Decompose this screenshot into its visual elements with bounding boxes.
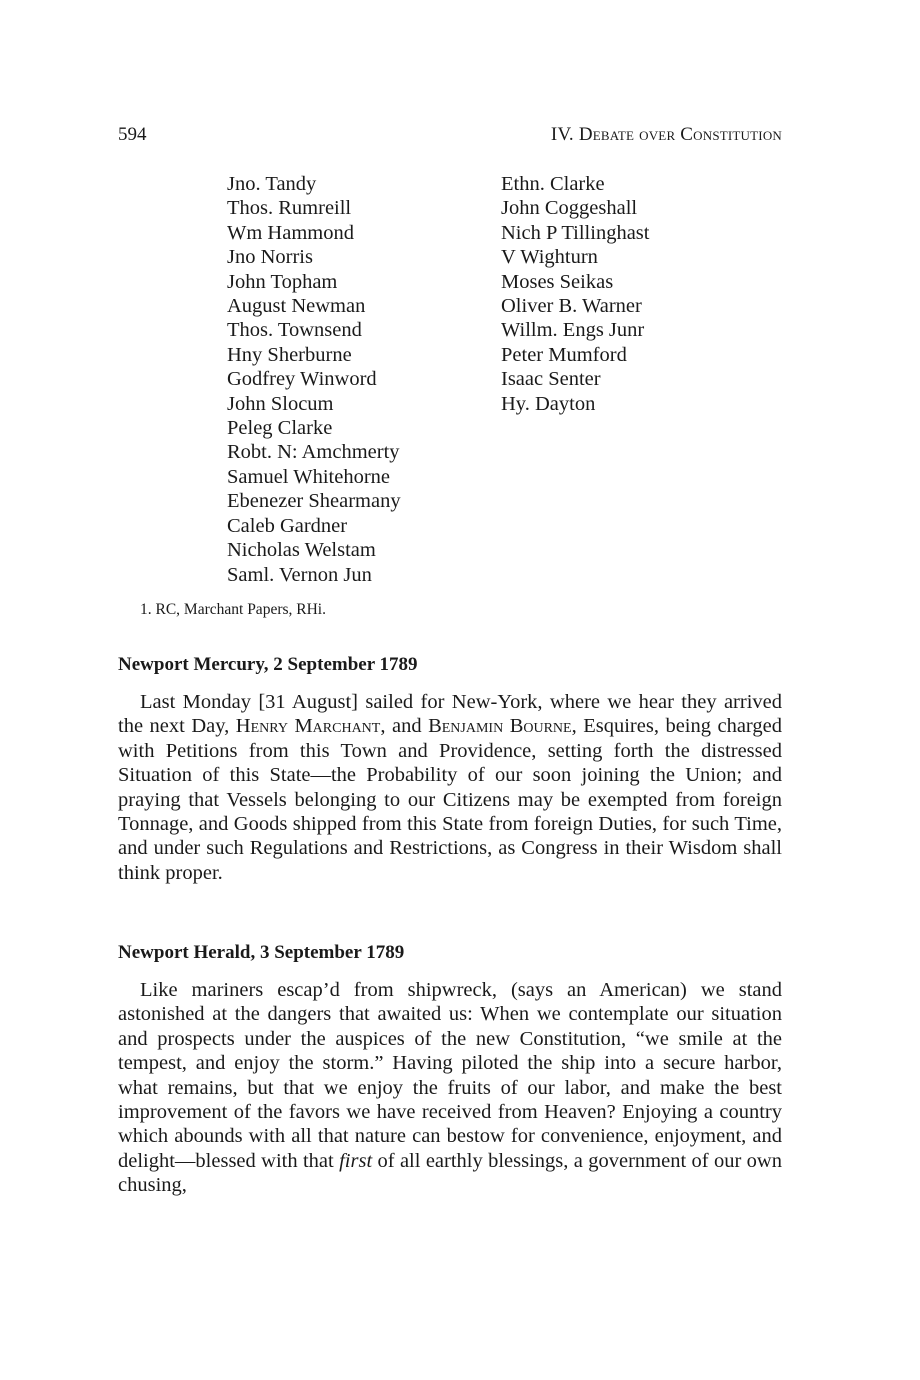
signatory-name: Isaac Senter <box>501 368 601 391</box>
article-text: Like mariners escap’d from shipwreck, (says an American) we stand astonished at the dangers that awaited us: When we contemplate our situation and prospects under the auspices of the new Constitution, “we smile at the tempest, and enjoy the storm.” Having piloted the ship into a secure harbor, what remains, but that we enjoy the fruits of our labor, and make the best improvement of the favors we have received from Heaven? Enjoying a country which abounds with all that nature can bestow for convenience, enjoyment, and delight—blessed with that <box>118 979 782 1172</box>
signatory-name: Caleb Gardner <box>227 514 348 537</box>
signatory-name: Jno. Tandy <box>227 173 317 195</box>
running-head <box>118 124 782 150</box>
signatory-name: Robt. N: Amchmerty <box>227 441 400 464</box>
section-title: IV. Debate over Constitution <box>550 124 782 145</box>
signatory-name: Thos. Townsend <box>227 319 362 342</box>
signatory-name: Hy. Dayton <box>501 392 596 415</box>
article-text: , Esquires, being charged with Petitions from this Town and Providence, setting forth the distressed Situation of this State—the Probability of our soon joining the Union; and praying that Vessels belonging to our Citizens may be exempted from foreign Tonnage, and Goods shipped from this State from foreign Duties, for such Time, and under such Regulations and Restrictions, as Congress in their Wisdom shall think proper. <box>118 715 782 884</box>
signatory-name: Peter Mumford <box>501 343 627 366</box>
signatory-name: Wm Hammond <box>227 221 354 244</box>
footnote: 1. RC, Marchant Papers, RHi. <box>140 601 326 618</box>
signatory-name: John Topham <box>227 270 338 293</box>
page-number: 594 <box>118 124 147 145</box>
signatory-name: Hny Sherburne <box>227 343 352 366</box>
article-body <box>118 690 782 885</box>
signatory-name: Godfrey Winword <box>227 368 377 391</box>
signatory-name: Samuel Whitehorne <box>227 465 391 488</box>
article-heading: Newport Herald, 3 September 1789 <box>118 942 405 963</box>
article-text: Last Monday [31 August] sailed for New-York, where we hear they arrived the next Day, <box>118 691 782 738</box>
signatory-name: Jno Norris <box>227 246 313 269</box>
article-body <box>118 978 782 1198</box>
signatory-name: Ethn. Clarke <box>501 173 605 195</box>
emphasized-word: first <box>339 1149 373 1172</box>
signatories-left-column <box>227 172 401 587</box>
article-text: of all earthly blessings, a government of our own chusing, <box>118 1149 782 1197</box>
signatory-name: John Coggeshall <box>501 197 638 220</box>
signatory-name: Saml. Vernon Jun <box>227 563 372 586</box>
signatory-name: Peleg Clarke <box>227 417 333 440</box>
signatory-name: Nicholas Welstam <box>227 539 376 562</box>
person-name: Benjamin Bourne <box>428 715 572 738</box>
signatory-name: August Newman <box>227 295 366 318</box>
article-text: , and <box>380 715 429 738</box>
person-name: Henry Marchant <box>235 715 381 738</box>
signatory-name: Thos. Rumreill <box>227 197 352 220</box>
signatories-right-column <box>501 172 649 416</box>
signatory-name: Willm. Engs Junr <box>501 319 645 342</box>
signatory-name: Oliver B. Warner <box>501 295 642 318</box>
signatory-name: Nich P Tillinghast <box>501 221 650 244</box>
signatory-name: John Slocum <box>227 392 334 415</box>
signatory-name: Moses Seikas <box>501 270 614 293</box>
article-heading: Newport Mercury, 2 September 1789 <box>118 654 418 675</box>
signatory-name: Ebenezer Shearmany <box>227 490 401 513</box>
signatory-name: V Wighturn <box>501 246 598 269</box>
